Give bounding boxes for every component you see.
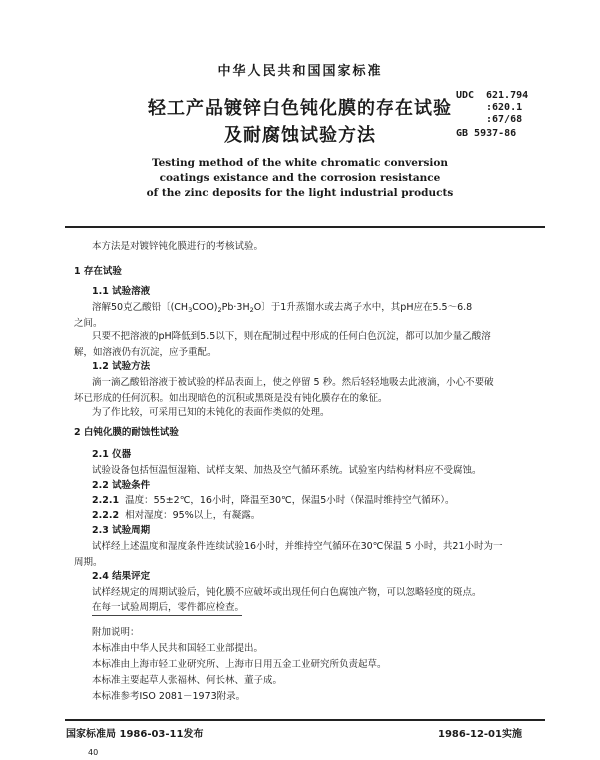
udc-line-1: 621.794	[486, 90, 529, 101]
page-number: 40	[88, 748, 99, 757]
section-2-3-heading: 2.3 试验周期	[92, 525, 151, 536]
section-2-1-text: 试验设备包括恒温恒湿箱、试样支架、加热及空气循环系统。试验室内结构材料应不受腐蚀。	[92, 465, 482, 476]
udc-line-2: :620.1	[486, 102, 523, 113]
section-2-2-1-number: 2.2.1	[92, 495, 120, 506]
notes-divider	[92, 615, 242, 616]
header-divider	[65, 226, 545, 228]
udc-label: UDC	[456, 90, 475, 101]
s11-mid-1: COO)	[192, 302, 218, 313]
s11-sub-2: 2	[217, 306, 222, 314]
section-2-2-1	[92, 492, 455, 506]
notes-line-4: 本标准参考ISO 2081－1973附录。	[92, 691, 246, 702]
section-1-heading: 1 存在试验	[74, 266, 122, 277]
udc-classification	[456, 90, 528, 126]
section-2-4-heading: 2.4 结果评定	[92, 571, 151, 582]
section-2-4-text-a: 试样经规定的周期试验后，钝化膜不应破坏或出现任何白色腐蚀产物，可以忽略轻度的斑点。	[92, 587, 482, 598]
section-1-1-text	[92, 299, 472, 314]
s11-sub-2b: 2	[249, 306, 254, 314]
section-2-3-text-a: 试样经上述温度和湿度条件连续试验16小时，并维持空气循环在30℃保温 5 小时，共21小时为一	[92, 541, 503, 552]
section-1-2-text-c: 为了作比较，可采用已知的未钝化的表面作类似的处理。	[92, 407, 330, 418]
title-line-1: 轻工产品镀锌白色钝化膜的存在试验	[148, 98, 452, 119]
section-2-2-heading: 2.2 试验条件	[92, 480, 151, 491]
section-1-1-text2-a: 只要不把溶液的pH降低到5.5以下，则在配制过程中形成的任何白色沉淀，都可以加少量乙酸溶	[92, 331, 491, 342]
notes-line-3: 本标准主要起草人张福林、何长林、董子成。	[92, 675, 283, 686]
s11-text-pre: 溶解50克乙酸铅〔(CH	[92, 302, 189, 313]
notes-heading: 附加说明：	[92, 627, 140, 638]
english-title-line-3: of the zinc deposits for the light industrial products	[146, 187, 454, 199]
section-2-2-1-text: 温度：55±2℃，16小时，降温至30℃，保温5小时（保温时维持空气循环）。	[125, 495, 455, 506]
section-2-2-2-text: 相对湿度：95%以上，有凝露。	[125, 510, 261, 521]
section-2-4-text-b: 在每一试验周期后，零件都应检查。	[92, 602, 245, 613]
s11-sub-3: 3	[188, 306, 193, 314]
notes-line-2: 本标准由上海市轻工业研究所、上海市日用五金工业研究所负责起草。	[92, 659, 387, 670]
english-title-line-2: coatings existance and the corrosion resistance	[159, 172, 441, 184]
section-2-1-heading: 2.1 仪器	[92, 449, 132, 460]
section-1-1-text2-b: 解，如溶液仍有沉淀，应予重配。	[74, 347, 217, 358]
section-1-2-text-b: 坏已形成的任何沉积。如出现暗色的沉积或黑斑是没有钝化膜存在的象征。	[74, 393, 388, 404]
footer-divider	[65, 719, 545, 721]
notes-line-1: 本标准由中华人民共和国轻工业部提出。	[92, 643, 264, 654]
title-line-2: 及耐腐蚀试验方法	[224, 125, 376, 146]
gb-standard-number: GB 5937-86	[456, 128, 517, 139]
section-1-1-heading: 1.1 试验溶液	[92, 286, 151, 297]
section-2-2-2	[92, 507, 260, 521]
intro-text: 本方法是对镀锌钝化膜进行的考核试验。	[92, 241, 264, 252]
section-2-3-text-b: 周期。	[74, 557, 103, 568]
section-2-heading: 2 白钝化膜的耐蚀性试验	[74, 427, 179, 438]
issuing-authority-heading: 中华人民共和国国家标准	[217, 64, 383, 79]
section-1-2-heading: 1.2 试验方法	[92, 361, 151, 372]
issue-date: 国家标准局 1986-03-11发布	[66, 729, 204, 740]
english-title-line-1: Testing method of the white chromatic conversion	[151, 157, 449, 169]
english-title	[0, 156, 600, 201]
section-2-2-2-number: 2.2.2	[92, 510, 120, 521]
s11-text-post: O〕于1升蒸馏水或去离子水中，其pH应在5.5～6.8	[253, 302, 473, 313]
s11-mid-2: Pb·3H	[221, 302, 250, 313]
effective-date: 1986-12-01实施	[438, 729, 522, 740]
section-1-2-text-a: 滴一滴乙酸铅溶液于被试验的样品表面上，使之停留 5 秒。然后轻轻地吸去此液滴，小心不要破	[92, 377, 494, 388]
section-1-1-text-cont: 之间。	[74, 318, 103, 329]
udc-line-3: :67/68	[486, 114, 523, 125]
